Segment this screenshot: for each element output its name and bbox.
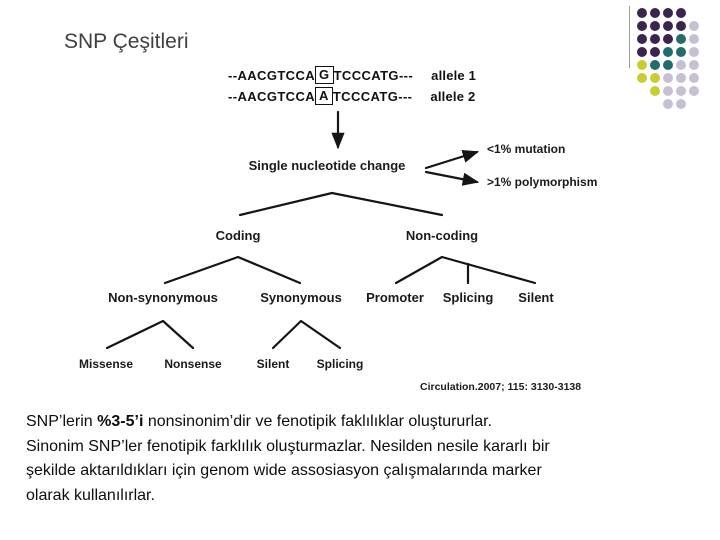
dot	[663, 47, 673, 57]
body-line-1-pre: SNP’lerin	[26, 413, 98, 430]
sequence-allele-1	[228, 66, 476, 84]
snp-base-box-allele-2: A	[315, 87, 333, 105]
arrow-to-mutation-icon	[426, 152, 477, 168]
dot	[689, 21, 699, 31]
node-noncoding: Non-coding	[405, 228, 479, 243]
dot	[689, 73, 699, 83]
sequence-right: TCCCATG---	[333, 67, 414, 83]
dot	[650, 73, 660, 83]
dot	[650, 60, 660, 70]
dot	[689, 34, 699, 44]
dot	[637, 60, 647, 70]
node-coding: Coding	[215, 228, 261, 243]
node-splicing: Splicing	[442, 290, 494, 305]
dot	[663, 21, 673, 31]
dot	[689, 86, 699, 96]
body-line-1	[26, 410, 706, 435]
arrow-to-polymorphism-icon	[426, 172, 477, 182]
dot	[663, 34, 673, 44]
dot	[637, 47, 647, 57]
branch-nonsynonymous	[107, 321, 193, 348]
slide-title: SNP Çeşitleri	[64, 30, 189, 53]
decoration-line	[629, 6, 630, 68]
dot	[663, 73, 673, 83]
dot	[676, 99, 686, 109]
dot	[676, 47, 686, 57]
node-silent: Silent	[518, 290, 554, 305]
dot	[676, 21, 686, 31]
dot	[650, 47, 660, 57]
dot	[637, 21, 647, 31]
dot	[650, 86, 660, 96]
dot	[676, 73, 686, 83]
sequence-right: TCCCATG---	[332, 88, 413, 104]
dot	[650, 8, 660, 18]
body-paragraph	[26, 410, 706, 508]
sequence-left: --AACGTCCA	[228, 88, 316, 104]
node-splicing-2: Splicing	[316, 357, 364, 371]
dot	[676, 86, 686, 96]
dot	[676, 60, 686, 70]
snp-base-box-allele-1: G	[315, 66, 334, 84]
dot	[663, 99, 673, 109]
dot	[676, 8, 686, 18]
body-line-1-post: nonsinonim’dir ve fenotipik faklılıklar oluştururlar.	[143, 413, 492, 430]
node-missense: Missense	[78, 357, 134, 371]
dot	[637, 73, 647, 83]
dot	[689, 47, 699, 57]
citation: Circulation.2007; 115: 3130-3138	[420, 381, 582, 393]
node-silent-2: Silent	[256, 357, 290, 371]
node-nonsense: Nonsense	[164, 357, 222, 371]
node-mutation: <1% mutation	[487, 142, 566, 156]
branch-root	[240, 193, 442, 215]
body-line-4: olarak kullanılırlar.	[26, 486, 155, 504]
node-nonsynonymous: Non-synonymous	[108, 290, 218, 305]
body-line-1-bold: %3-5’i	[97, 413, 144, 430]
node-promoter: Promoter	[366, 290, 424, 305]
branch-synonymous	[273, 321, 340, 348]
node-polymorphism: >1% polymorphism	[487, 175, 598, 189]
sequence-allele-2	[228, 87, 475, 105]
branch-coding	[165, 257, 300, 283]
body-line-2: Sinonim SNP’ler fenotipik farklılık oluşturmazlar. Nesilden nesile kararlı bir	[26, 437, 550, 455]
dot	[650, 34, 660, 44]
dot	[663, 60, 673, 70]
dots-grid	[636, 7, 700, 110]
body-line-3: şekilde aktarıldıkları için genom wide assosiasyon çalışmalarında marker	[26, 462, 542, 479]
allele-1-label: allele 1	[431, 67, 477, 83]
node-synonymous: Synonymous	[260, 290, 342, 305]
dot	[689, 60, 699, 70]
dot	[663, 86, 673, 96]
dot	[637, 8, 647, 18]
dot	[676, 34, 686, 44]
sequence-left: --AACGTCCA	[228, 67, 316, 83]
branch-noncoding	[396, 257, 535, 283]
dot	[637, 34, 647, 44]
allele-2-label: allele 2	[430, 88, 476, 104]
dot	[663, 8, 673, 18]
dot	[650, 21, 660, 31]
node-single-nucleotide-change: Single nucleotide change	[248, 158, 406, 173]
